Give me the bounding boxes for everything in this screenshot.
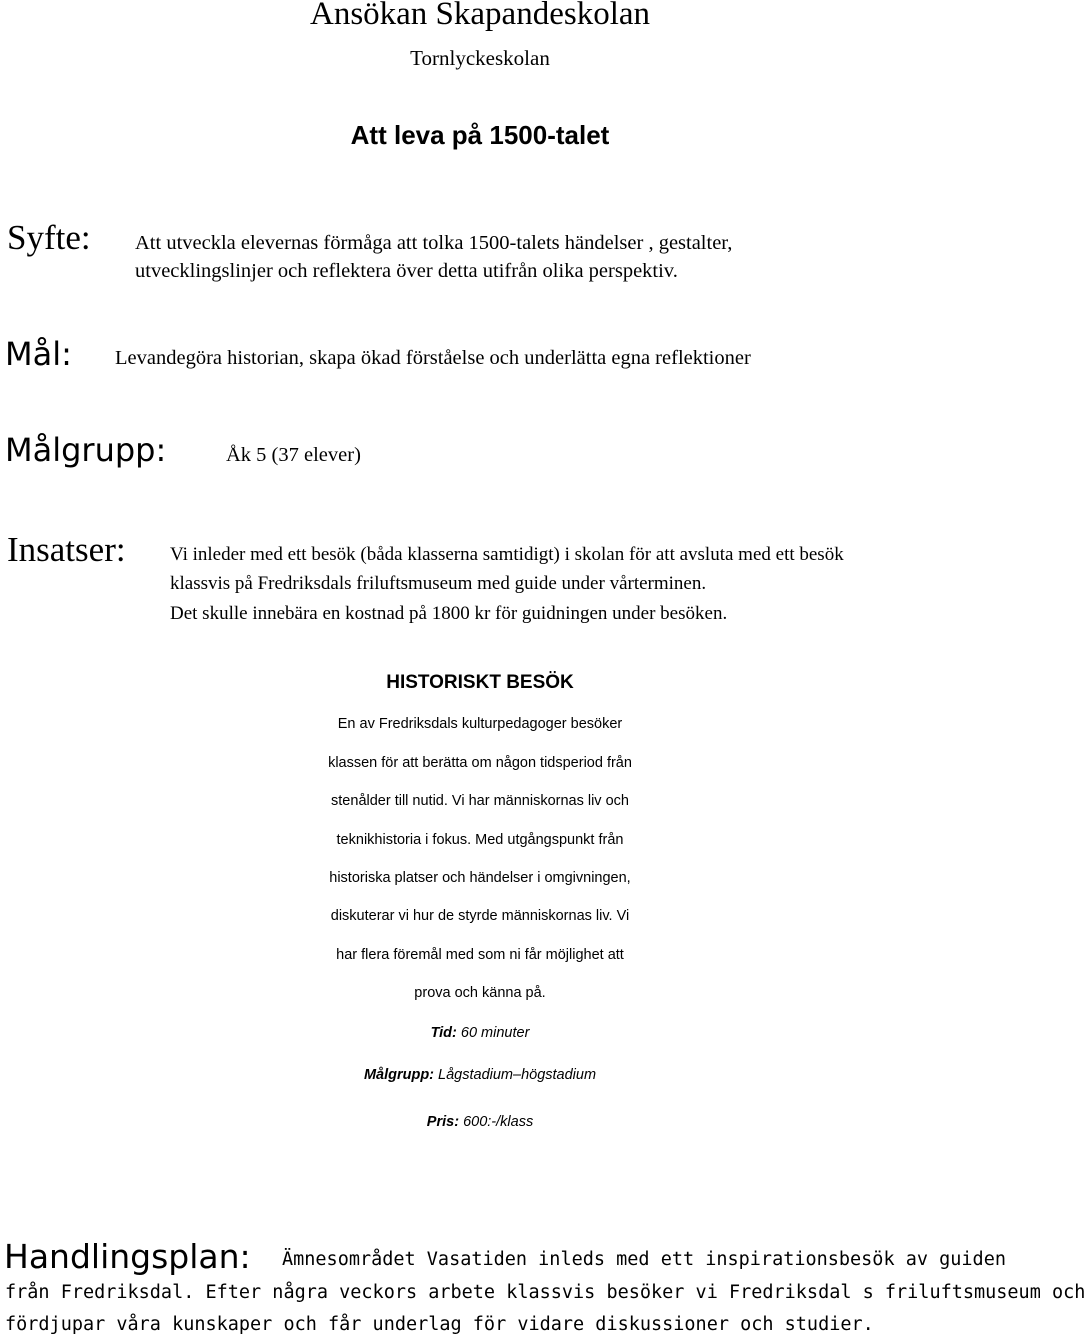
handlingsplan-label: Handlingsplan: <box>4 1237 251 1276</box>
tid-value: 60 minuter <box>456 1025 530 1041</box>
historiskt-text-line: stenålder till nutid. Vi har människornas liv och <box>331 793 629 809</box>
handlingsplan-text-line: Ämnesområdet Vasatiden inleds med ett inspirationsbesök av guiden <box>282 1249 1006 1270</box>
handlingsplan-text-line: från Fredriksdal. Efter några veckors arbete klassvis besöker vi Fredriksdal s friluftsmuseum och <box>5 1282 1085 1303</box>
malgrupp-text: Åk 5 (37 elever) <box>226 444 361 466</box>
pris-label: Pris: <box>426 1114 460 1130</box>
insatser-text-line: klassvis på Fredriksdals friluftsmuseum med guide under vårterminen. <box>170 573 707 594</box>
mal-text: Levandegöra historian, skapa ökad förståelse och underlätta egna reflektioner <box>115 347 751 369</box>
insatser-text-line: Vi inleder med ett besök (båda klasserna samtidigt) i skolan för att avsluta med ett besök <box>170 544 844 565</box>
insatser-label: Insatser: <box>7 530 126 569</box>
malgrupp-label: Målgrupp: <box>5 431 167 469</box>
historiskt-pris <box>0 1114 960 1130</box>
malgrupp-label: Målgrupp: <box>363 1067 435 1083</box>
historiskt-tid <box>0 1025 960 1041</box>
document-title: Ansökan Skapandeskolan <box>309 0 651 32</box>
tid-label: Tid: <box>430 1025 457 1041</box>
historiskt-text-line: historiska platser och händelser i omgivningen, <box>329 870 631 886</box>
historiskt-text-line: har flera föremål med som ni får möjlighet att <box>336 947 624 963</box>
insatser-text-line: Det skulle innebära en kostnad på 1800 kr för guidningen under besöken. <box>170 603 728 624</box>
historiskt-text-line: prova och känna på. <box>414 985 546 1001</box>
mal-label: Mål: <box>5 335 72 373</box>
historiskt-besok-heading: HISTORISKT BESÖK <box>386 672 574 693</box>
project-title: Att leva på 1500-talet <box>350 120 610 150</box>
historiskt-malgrupp <box>0 1067 960 1083</box>
historiskt-text-line: teknikhistoria i fokus. Med utgångspunkt från <box>336 832 624 848</box>
historiskt-text-line: diskuterar vi hur de styrde människornas liv. Vi <box>330 908 630 924</box>
syfte-label: Syfte: <box>7 218 91 257</box>
school-name: Tornlyckeskolan <box>410 46 550 70</box>
pris-value: 600:-/klass <box>459 1114 534 1130</box>
syfte-text-line: Att utveckla elevernas förmåga att tolka 1500-talets händelser , gestalter, <box>135 232 733 254</box>
handlingsplan-text-line: fördjupar våra kunskaper och får underlag för vidare diskussioner och studier. <box>5 1314 874 1335</box>
syfte-text-line: utvecklingslinjer och reflektera över detta utifrån olika perspektiv. <box>135 260 678 282</box>
malgrupp-value: Lågstadium–högstadium <box>434 1067 597 1083</box>
historiskt-text-line: klassen för att berätta om någon tidsperiod från <box>328 755 632 771</box>
historiskt-text-line: En av Fredriksdals kulturpedagoger besöker <box>337 716 623 732</box>
